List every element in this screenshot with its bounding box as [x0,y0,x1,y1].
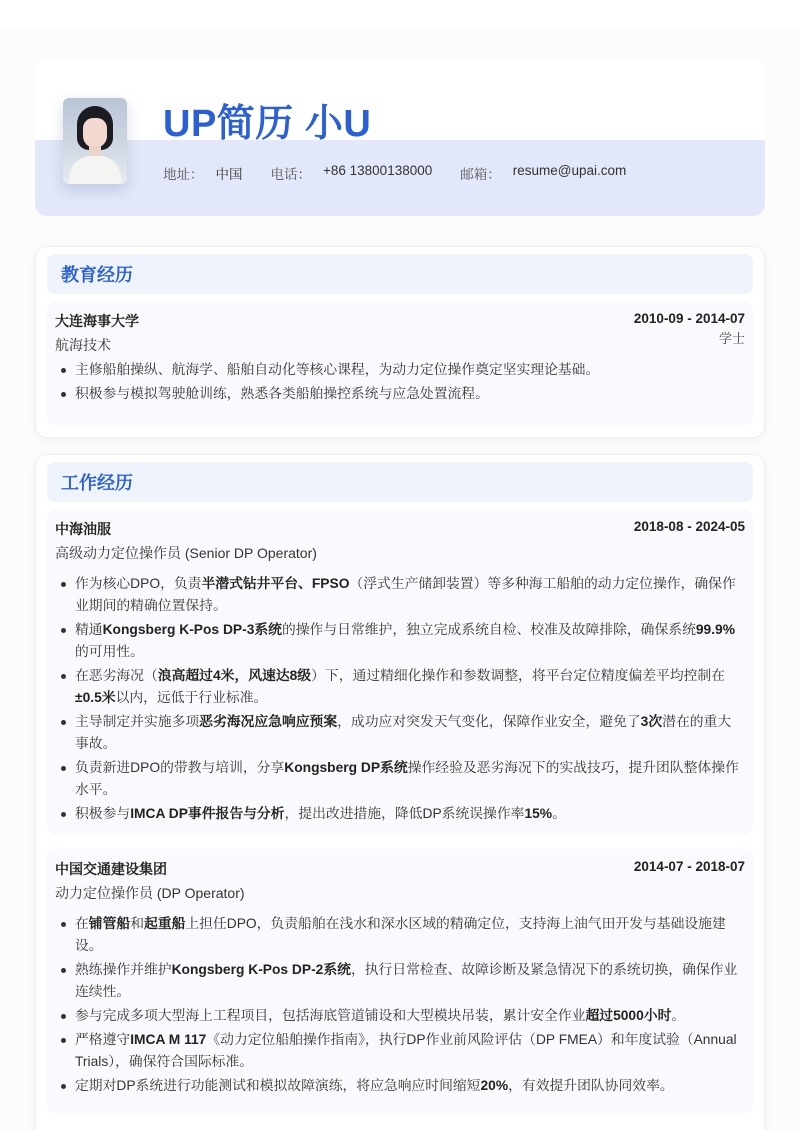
highlight-text: 99.9% [695,622,735,637]
entry-date: 2014-07 - 2018-07 [633,859,745,874]
highlight-text: 3次 [640,714,663,729]
bullet-item [55,959,745,1003]
entry-header [55,859,745,879]
bullet-item [55,1005,745,1027]
highlight-text: IMCA M 117 [130,1032,207,1047]
bullet-text: 严格遵守 [75,1032,131,1047]
highlight-text: Kongsberg DP系统 [284,760,408,775]
bullet-text: 主修船舶操纵、航海学、船舶自动化等核心课程，为动力定位操作奠定坚实理论基础。 [75,362,600,377]
degree: 学士 [718,331,745,346]
highlight-text: 超过5000小时 [585,1008,672,1023]
highlight-text: 铺管船 [88,916,131,931]
highlight-text: IMCA DP事件报告与分析 [130,806,285,821]
bullet-text: 作为核心DPO，负责 [75,576,202,591]
bullet-item [55,573,745,617]
highlight-text: 15% [524,806,553,821]
highlight-text: 起重船 [143,916,186,931]
education-section [35,246,765,438]
school-name: 大连海事大学 [55,313,139,329]
bullet-text: 参与完成多项大型海上工程项目，包括海底管道铺设和大型模块吊装，累计安全作业 [75,1008,586,1023]
avatar-body [69,156,121,184]
section-title: 教育经历 [61,265,133,285]
bullet-text: 积极参与模拟驾驶舱训练，熟悉各类船舶操控系统与应急处置流程。 [75,386,489,401]
contact-label: 地址： [163,167,204,182]
bullet-text: 精通 [75,622,103,637]
highlight-text: 浪高超过4米，风速达8级 [157,668,312,683]
highlight-text: ±0.5米 [75,690,116,705]
bullet-text: 操作经验及恶劣海况下的实战技巧，提升团队整体操作水平。 [75,760,739,797]
bullet-text: 。 [671,1008,686,1023]
highlight-text: Kongsberg K-Pos DP-2系统 [171,962,351,977]
bullet-item [55,665,745,709]
resume-header [35,62,765,216]
bullet-text: （浮式生产储卸装置）等多种海工船舶的动力定位操作，确保作业期间的精确位置保持。 [75,576,736,613]
work-section [35,454,765,1130]
contact-value: +86 13800138000 [323,163,433,178]
work-entry [47,509,753,835]
section-header [47,254,753,294]
bullet-text: 积极参与 [75,806,131,821]
bullet-text: 《动力定位船舶操作指南》，执行DP作业前风险评估（DP FMEA）和年度试验（Annual Trials），确保符合国际标准。 [75,1032,737,1069]
contact-value: resume@upai.com [512,163,627,178]
bullet-text: ，执行日常检查、故障诊断及紧急情况下的系统切换，确保作业连续性。 [75,962,738,999]
work-entry [47,849,753,1113]
avatar-face [83,118,107,148]
education-entry [47,301,753,425]
bullet-text: ，成功应对突发天气变化，保障作业安全，避免了 [337,714,641,729]
contact-phone [271,163,433,183]
bullet-text: 和 [130,916,144,931]
job-title: 动力定位操作员 (DP Operator) [55,885,245,901]
header-top [35,62,765,140]
bullet-text: 在 [75,916,89,931]
entry-header [55,519,745,539]
bullet-item [55,711,745,755]
bullet-item [55,757,745,801]
bullet-item [55,619,745,663]
bullet-text: ）下，通过精细化操作和参数调整，将平台定位精度偏差平均控制在 [311,668,726,683]
highlight-text: 恶劣海况应急响应预案 [199,714,338,729]
bullet-text: 以内，远低于行业标准。 [115,690,268,705]
entry-date: 2018-08 - 2024-05 [633,519,745,534]
entry-header [55,311,745,355]
contact-label: 邮箱： [460,167,501,182]
bullet-text: ，有效提升团队协同效率。 [508,1078,674,1093]
bullet-item [55,383,745,405]
contact-email [460,163,626,183]
avatar [63,98,127,184]
job-title: 高级动力定位操作员 (Senior DP Operator) [55,545,317,561]
bullet-item [55,359,745,381]
bullet-text: 潜在的重大事故。 [75,714,732,751]
bullet-text: 负责新进DPO的带教与培训，分享 [75,760,285,775]
bullet-item [55,1075,745,1097]
bullet-text: ，提出改进措施，降低DP系统误操作率 [284,806,525,821]
bullet-list [55,913,745,1097]
bullet-text: 主导制定并实施多项 [75,714,200,729]
contact-info [163,163,654,183]
highlight-text: Kongsberg K-Pos DP-3系统 [102,622,282,637]
contact-address [163,163,243,183]
contact-value: 中国 [215,167,243,182]
bullet-item [55,913,745,957]
bullet-text: 的操作与日常维护，独立完成系统自检、校准及故障排除，确保系统 [281,622,696,637]
bullet-list [55,573,745,825]
highlight-text: 20% [480,1078,509,1093]
company-name: 中海油服 [55,521,111,537]
bullet-item [55,803,745,825]
entry-date: 2010-09 - 2014-07 [633,311,745,326]
bullet-text: 的可用性。 [75,644,144,659]
bullet-text: 。 [552,806,566,821]
section-header [47,462,753,502]
company-name: 中国交通建设集团 [55,861,167,877]
bullet-text: 在恶劣海况（ [75,668,158,683]
section-title: 工作经历 [61,473,133,493]
bullet-list [55,359,745,405]
bullet-text: 熟练操作并维护 [75,962,172,977]
bullet-text: 上担任DPO，负责船舶在浅水和深水区域的精确定位，支持海上油气田开发与基础设施建设。 [75,916,726,953]
major: 航海技术 [55,337,111,353]
highlight-text: 半潜式钻井平台、FPSO [201,576,350,591]
bullet-item [55,1029,745,1073]
candidate-name: UP简历 小U [163,103,372,145]
bullet-text: 定期对DP系统进行功能测试和模拟故障演练，将应急响应时间缩短 [75,1078,481,1093]
contact-label: 电话： [270,167,311,182]
